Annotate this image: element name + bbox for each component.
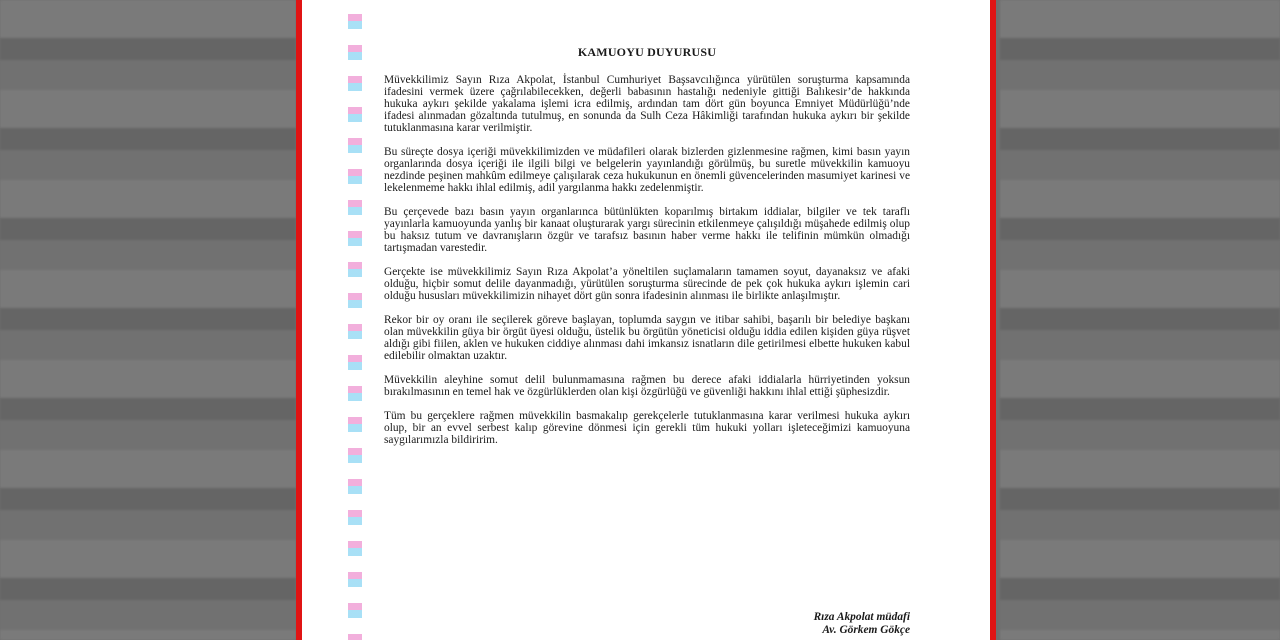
red-border-right	[990, 0, 996, 640]
blurred-background-left	[0, 0, 296, 640]
blurred-background-right	[1000, 0, 1280, 640]
paragraph-7: Tüm bu gerçeklere rağmen müvekkilin basmakalıp gerekçelerle tutuklanmasına karar verilmesi hukuka aykırı olup, bir an evvel serbest kalıp görevine dönmesi için gerekli tüm hukuki yolları işleteceğimizi kamuoyuna saygılarımızla bildiririm.	[384, 410, 910, 446]
paragraph-1: Müvekkilimiz Sayın Rıza Akpolat, İstanbul Cumhuriyet Başsavcılığınca yürütülen soruşturma kapsamında ifadesini vermek üzere çağrılabilecekken, değerli babasının hastalığı nedeniyle gittiği Balıkesir’de hakkında hukuka aykırı şekilde yakalama işlemi icra edilmiş, ardından tam dört gün boyunca Emniyet Müdürlüğü’nde ifadesi alınmadan gözaltında tutulmuş, en sonunda da Sulh Ceza Hâkimliği tarafından hukuka aykırı bir şekilde tutuklanmasına karar verilmiştir.	[384, 74, 910, 134]
scan-margin-marks	[348, 14, 362, 640]
signature-name: Av. Görkem Gökçe	[822, 624, 910, 636]
paragraph-2: Bu süreçte dosya içeriği müvekkilimizden ve müdafileri olarak bizlerden gizlenmesine rağmen, kimi basın yayın organlarında dosya içeriği ile ilgili bilgi ve belgelerin yayınlandığı görülmüş, bu suretle müvekkilin kamuoyu nezdinde peşinen mahkûm edilmeye çalışılarak ceza hukukunun en önemli güvencelerinden masumiyet karinesi ve lekelenmeme hakkı ihlal edilmiş, adil yargılanma hakkı zedelenmiştir.	[384, 146, 910, 194]
paragraph-6: Müvekkilin aleyhine somut delil bulunmamasına rağmen bu derece afaki iddialarla hürriyetinden yoksun bırakılmasının en temel hak ve özgürlüklerden olan kişi özgürlüğü ve güvenliği hakkını ihlal ettiği şüphesizdir.	[384, 374, 910, 398]
document-body	[384, 46, 910, 458]
signature-block	[814, 611, 910, 637]
paragraph-5: Rekor bir oy oranı ile seçilerek göreve başlayan, toplumda saygın ve itibar sahibi, başarılı bir belediye başkanı olan müvekkilin güya bir örgüt üyesi olduğu, üstelik bu örgütün yöneticisi olduğu iddia edilen kişiden güya rüşvet aldığı gibi fiilen, aklen ve hukuken ciddiye alınması dahi imkansız isnatların dile getirilmesi elbette hukuken kabul edilebilir olmaktan uzaktır.	[384, 314, 910, 362]
signature-role: Rıza Akpolat müdafi	[813, 611, 910, 623]
paragraph-3: Bu çerçevede bazı basın yayın organlarınca bütünlükten koparılmış birtakım iddialar, bilgiler ve tek taraflı yayınlarla kamuoyunda yanlış bir kanaat oluşturarak yargı sürecinin etkilenmeye çalışıldığı müşahede edilmiş olup bu haksız tutum ve davranışların özgür ve tarafsız basının haber verme hakkı ile telifinin mümkün olmadığı tartışmadan varestedir.	[384, 206, 910, 254]
document-page	[302, 0, 990, 640]
paragraph-4: Gerçekte ise müvekkilimiz Sayın Rıza Akpolat’a yöneltilen suçlamaların tamamen soyut, dayanaksız ve afaki olduğu, hiçbir somut delile dayanmadığı, yürütülen soruşturma sürecinde de pek çok hukuka aykırı işlemin cari olduğu hususları müvekkilimizin nihayet dört gün sonra ifadesinin alınması ile birlikte anlaşılmıştır.	[384, 266, 910, 302]
document-title: KAMUOYU DUYURUSU	[577, 45, 717, 59]
